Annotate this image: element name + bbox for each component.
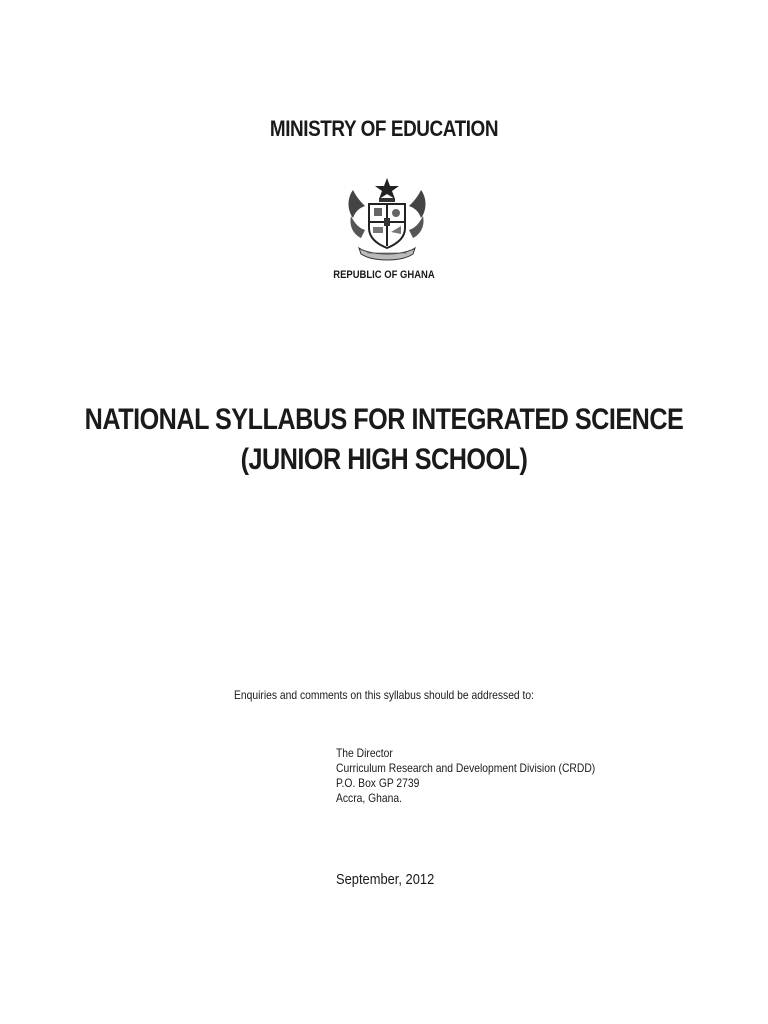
address-line: The Director bbox=[336, 746, 393, 760]
ghana-coat-of-arms-icon bbox=[343, 176, 431, 262]
ministry-heading: MINISTRY OF EDUCATION bbox=[269, 116, 499, 141]
syllabus-title bbox=[61, 400, 706, 480]
syllabus-title-line-2: (JUNIOR HIGH SCHOOL) bbox=[240, 443, 528, 476]
address-line: Accra, Ghana. bbox=[336, 791, 402, 805]
address-line: P.O. Box GP 2739 bbox=[336, 776, 420, 790]
publication-date: September, 2012 bbox=[336, 871, 435, 888]
enquiries-text: Enquiries and comments on this syllabus should be addressed to: bbox=[233, 688, 535, 702]
address-block bbox=[336, 746, 595, 806]
republic-label: REPUBLIC OF GHANA bbox=[333, 269, 435, 281]
syllabus-title-line-1: NATIONAL SYLLABUS FOR INTEGRATED SCIENCE bbox=[84, 403, 684, 436]
address-line: Curriculum Research and Development Division (CRDD) bbox=[336, 761, 596, 775]
